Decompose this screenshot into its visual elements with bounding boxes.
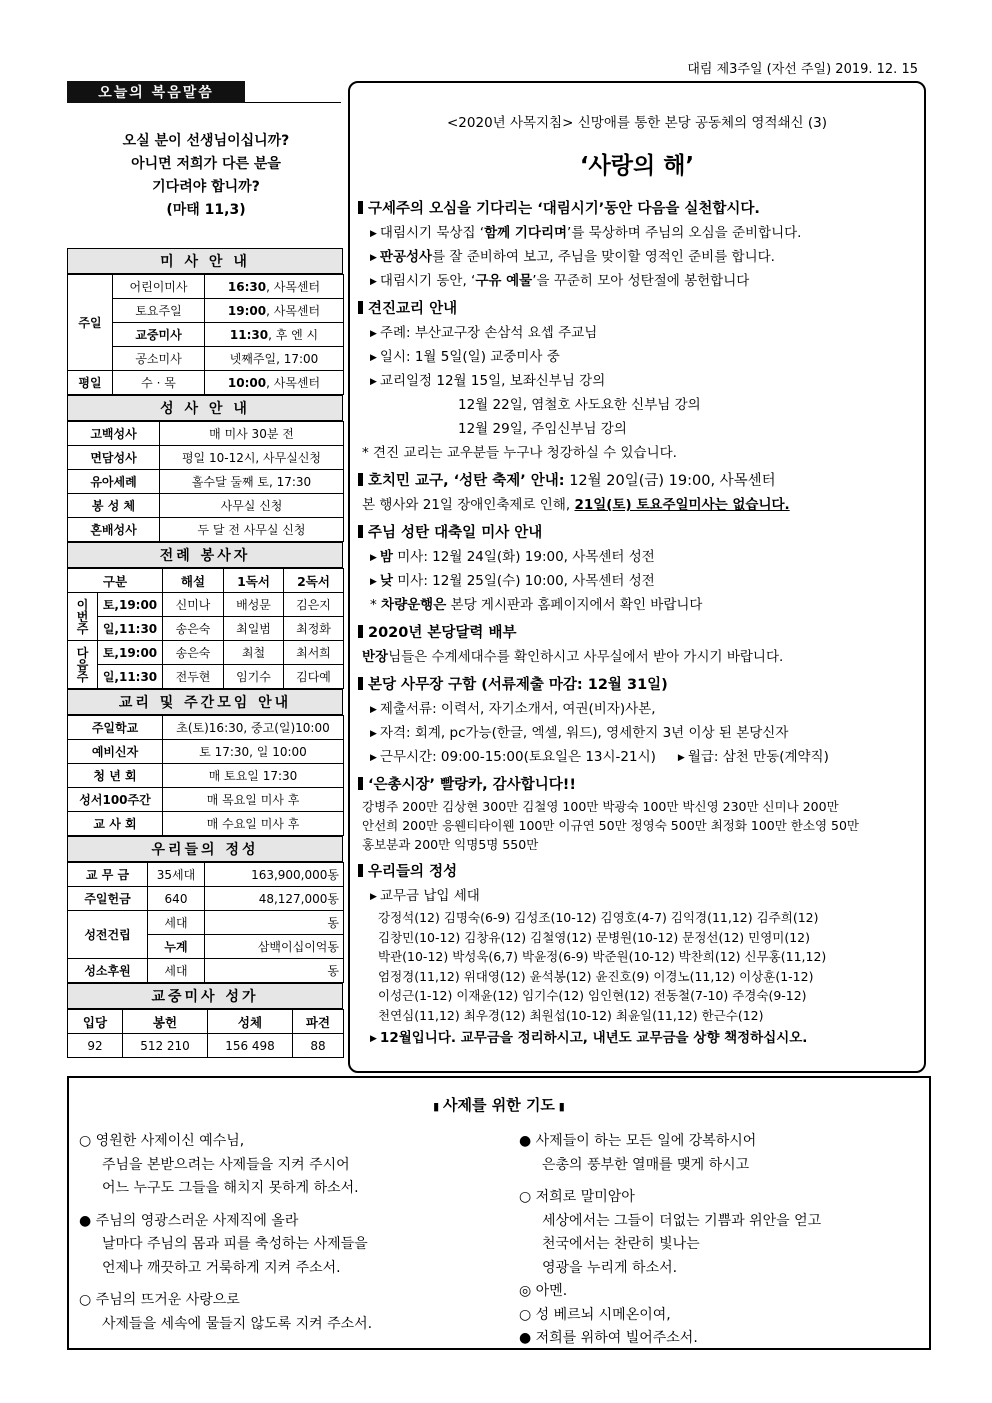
note: * 차량운행은 본당 게시판과 홈페이지에서 확인 바랍니다 xyxy=(370,597,703,613)
server-name: 배성문 xyxy=(224,593,284,617)
section-marker-icon xyxy=(358,525,363,538)
server-name: 최철 xyxy=(224,641,284,665)
meeting-name: 성서100주간 xyxy=(68,788,163,812)
offering-amount: 동 xyxy=(205,911,344,935)
table-row xyxy=(68,887,344,911)
section-heading: 구세주의 오심을 기다리는 ‘대림시기’동안 다음을 실천합시다. xyxy=(358,197,923,221)
list-item: ▶ 교무금 납입 세대 xyxy=(370,888,480,904)
sacrament-title: 성 사 안 내 xyxy=(67,395,343,421)
section-marker-icon xyxy=(358,625,363,638)
table-row xyxy=(68,959,344,983)
donor-line: 강병주 200만 김상현 300만 김철영 100만 박광숙 100만 박신영 230만 신미나 200만 xyxy=(362,799,839,814)
prayer-line: ● 주님의 영광스러운 사제직에 올라 xyxy=(79,1212,299,1229)
sunday-label: 주일 xyxy=(68,275,113,371)
section-marker-icon xyxy=(358,864,363,877)
section-heading: 호치민 교구, ‘성탄 축제’ 안내: 12월 20일(금) 19:00, 사목센터 xyxy=(358,469,923,493)
offering-table xyxy=(67,862,344,983)
section-heading: 2020년 본당달력 배부 xyxy=(358,621,923,645)
schedule-line: 12월 29일, 주임신부님 강의 xyxy=(458,421,627,437)
stat-value: 512 210 xyxy=(123,1034,208,1058)
pastoral-guideline-subtitle: <2020년 사목지침> 신망애를 통한 본당 공동체의 영적쇄신 (3) xyxy=(446,115,827,131)
dues-names-line: 엄정경(11,12) 위대영(12) 윤석봉(12) 윤진호(9) 이경노(11,12) 이상훈(1-12) xyxy=(378,968,814,984)
stat-value: 88 xyxy=(293,1034,344,1058)
mass-name: 교중미사 xyxy=(113,323,205,347)
dues-names-line: 이성근(1-12) 이재윤(12) 임기수(12) 임인현(12) 전동철(7-10) 주경숙(9-12) xyxy=(378,988,807,1004)
meeting-time: 초(토)16:30, 중고(일)10:00 xyxy=(163,716,344,740)
list-item: ▶ 판공성사를 잘 준비하여 보고, 주님을 맞이할 영적인 준비를 합니다. xyxy=(370,249,775,265)
hymn-stats-title: 교중미사 성가 xyxy=(67,983,343,1009)
catechism-table xyxy=(67,715,344,836)
meeting-name: 교 사 회 xyxy=(68,812,163,836)
sacrament-name: 유아세례 xyxy=(68,470,160,494)
triangle-bullet-icon: ▶ xyxy=(370,705,377,715)
list-item: ▶ 자격: 회계, pc가능(한글, 엑셀, 워드), 영세한지 3년 이상 된 본당신자 xyxy=(370,725,789,741)
dues-names-line: 천연심(11,12) 최우경(12) 최원섭(10-12) 최윤일(11,12) 한근수(12) xyxy=(378,1007,764,1023)
sacrament-value: 매 미사 30분 전 xyxy=(160,422,344,446)
list-item: ▶ 낮 미사: 12월 25일(수) 10:00, 사목센터 성전 xyxy=(370,573,655,589)
servers-table xyxy=(67,568,344,689)
mass-schedule-table xyxy=(67,274,344,395)
weekday-label: 평일 xyxy=(68,371,113,395)
prayer-line: ○ 저희로 말미암아 xyxy=(519,1189,635,1205)
server-name: 송은숙 xyxy=(163,641,224,665)
triangle-bullet-icon: ▶ xyxy=(370,753,377,763)
mass-time: 넷째주일, 17:00 xyxy=(205,347,344,371)
mass-time: 10:00, 사목센터 xyxy=(205,371,344,395)
list-item: ▶ 제출서류: 이력서, 자기소개서, 여권(비자)사본, xyxy=(370,701,656,717)
column-header: 입당 xyxy=(68,1010,123,1034)
table-row xyxy=(68,422,344,446)
next-week-label: 다 음 주 xyxy=(68,641,98,689)
dues-names-line: 박관(10-12) 박성욱(6,7) 박윤정(6-9) 박준원(10-12) 박찬희(12) 신무홍(11,12) xyxy=(378,949,827,965)
server-time: 토,19:00 xyxy=(98,641,163,665)
list-item: ▶ 일시: 1월 5일(일) 교중미사 중 xyxy=(370,349,560,365)
prayer-line: 어느 누구도 그들을 해치지 못하게 하소서. xyxy=(102,1180,359,1196)
meeting-name: 주일학교 xyxy=(68,716,163,740)
prayer-box xyxy=(67,1076,931,1350)
section-marker-icon xyxy=(358,677,363,690)
table-header-row xyxy=(68,569,344,593)
announcements-box xyxy=(348,81,926,1073)
column-header: 파견 xyxy=(293,1010,344,1034)
job-posting-section xyxy=(358,673,923,769)
server-name: 전두현 xyxy=(163,665,224,689)
server-time: 토,19:00 xyxy=(98,593,163,617)
triangle-bullet-icon: ▶ xyxy=(677,753,685,763)
dues-names-line: 김창민(10-12) 김창유(12) 김철영(12) 문병원(10-12) 문정선(12) 민영미(12) xyxy=(378,929,811,945)
gospel-line: 기다려야 합니까? xyxy=(152,179,260,195)
offering-name: 교 무 금 xyxy=(68,863,148,887)
prayer-line: 주님을 본받으려는 사제들을 지켜 주시어 xyxy=(102,1156,350,1173)
meeting-time: 매 목요일 미사 후 xyxy=(163,788,344,812)
hymn-stats-table xyxy=(67,1009,344,1058)
section-heading: 본당 사무장 구함 (서류제출 마감: 12월 31일) xyxy=(358,673,923,697)
table-row xyxy=(68,446,344,470)
prayer-line: ○ 성 베르뇌 시메온이여, xyxy=(519,1306,671,1323)
server-name: 최정화 xyxy=(284,617,344,641)
prayer-line: 언제나 깨끗하고 거룩하게 지켜 주소서. xyxy=(102,1259,341,1276)
donor-line: 안선희 200만 응웬티타이웬 100만 이규연 50만 정영숙 500만 최정화 100만 한소영 50만 xyxy=(362,818,859,833)
calendar-section xyxy=(358,621,923,669)
prayer-line: 은총의 풍부한 열매를 맺게 하시고 xyxy=(542,1156,750,1173)
mass-name: 수 · 목 xyxy=(113,371,205,395)
prayer-line: 날마다 주님의 몸과 피를 축성하는 사제들을 xyxy=(102,1236,368,1252)
section-heading: 우리들의 정성 xyxy=(358,860,923,884)
offering-count: 35세대 xyxy=(148,863,205,887)
paragraph: 본 행사와 21일 장애인축제로 인해, 21일(토) 토요주일미사는 없습니다. xyxy=(362,497,790,513)
donor-line: 홍보분과 200만 익명5명 550만 xyxy=(362,837,539,852)
meeting-name: 예비신자 xyxy=(68,740,163,764)
list-item: ▶ 주례: 부산교구장 손삼석 요셉 주교님 xyxy=(370,325,598,341)
prayer-right-column xyxy=(519,1130,919,1351)
mass-name: 어린이미사 xyxy=(113,275,205,299)
server-time: 일,11:30 xyxy=(98,665,163,689)
column-header: 봉헌 xyxy=(123,1010,208,1034)
prayer-amen: ◎ 아멘. xyxy=(519,1283,568,1299)
prayer-left-column xyxy=(79,1130,499,1336)
meeting-time: 토 17:30, 일 10:00 xyxy=(163,740,344,764)
server-name: 신미나 xyxy=(163,593,224,617)
triangle-bullet-icon: ▶ xyxy=(370,229,377,239)
offering-name: 성소후원 xyxy=(68,959,148,983)
sacrament-name: 면담성사 xyxy=(68,446,160,470)
column-header: 구분 xyxy=(68,569,163,593)
offering-count: 세대 xyxy=(148,911,205,935)
mass-time: 16:30, 사목센터 xyxy=(205,275,344,299)
section-marker-icon xyxy=(358,301,363,314)
prayer-line: 천국에서는 찬란히 빛나는 xyxy=(542,1236,700,1252)
section-heading: ‘은총시장’ 빨랑카, 감사합니다!! xyxy=(358,773,923,797)
list-item: ▶ 밤 미사: 12월 24일(화) 19:00, 사목센터 성전 xyxy=(370,549,655,565)
server-name: 최일범 xyxy=(224,617,284,641)
servers-title: 전례 봉사자 xyxy=(67,542,343,568)
column-header: 2독서 xyxy=(284,569,344,593)
table-row xyxy=(68,863,344,887)
prayer-line: 세상에서는 그들이 더없는 기쁨과 위안을 얻고 xyxy=(542,1212,822,1229)
sacrament-value: 평일 10-12시, 사무실신청 xyxy=(160,446,344,470)
triangle-bullet-icon: ▶ xyxy=(370,329,377,339)
offering-count: 640 xyxy=(148,887,205,911)
offering-amount: 163,900,000동 xyxy=(205,863,344,887)
left-info-column xyxy=(67,248,343,1058)
meeting-time: 매 토요일 17:30 xyxy=(163,764,344,788)
server-name: 최서희 xyxy=(284,641,344,665)
table-row xyxy=(68,740,344,764)
gospel-line: 아니면 저희가 다른 분을 xyxy=(131,156,281,172)
table-row xyxy=(68,1034,344,1058)
offering-count: 세대 xyxy=(148,959,205,983)
section-marker-icon xyxy=(358,201,363,214)
christmas-mass-section xyxy=(358,521,923,617)
server-name: 송은숙 xyxy=(163,617,224,641)
bulletin-date: 대림 제3주일 (자선 주일) 2019. 12. 15 xyxy=(687,62,918,77)
mass-time: 11:30, 후 엔 시 xyxy=(205,323,344,347)
table-row xyxy=(68,812,344,836)
prayer-line: 사제들을 세속에 물들지 않도록 지켜 주소서. xyxy=(102,1315,373,1332)
column-header: 1독서 xyxy=(224,569,284,593)
section-marker-icon xyxy=(358,473,363,486)
meeting-name: 청 년 회 xyxy=(68,764,163,788)
table-row xyxy=(68,371,344,395)
section-heading: 주님 성탄 대축일 미사 안내 xyxy=(358,521,923,545)
table-row xyxy=(68,764,344,788)
gospel-verse xyxy=(67,130,345,222)
prayer-line: ● 저희를 위하여 빌어주소서. xyxy=(519,1330,698,1346)
list-item: ▶ 12월입니다. 교무금을 정리하시고, 내년도 교무금을 상향 책정하십시오. xyxy=(370,1029,808,1046)
column-header: 성체 xyxy=(208,1010,293,1034)
table-row xyxy=(68,788,344,812)
stat-value: 92 xyxy=(68,1034,123,1058)
stat-value: 156 498 xyxy=(208,1034,293,1058)
mass-name: 토요주일 xyxy=(113,299,205,323)
meeting-time: 매 수요일 미사 후 xyxy=(163,812,344,836)
grace-market-section xyxy=(358,773,923,854)
table-row xyxy=(68,716,344,740)
mass-time: 19:00, 사목센터 xyxy=(205,299,344,323)
offering-amount: 삼백이십이억동 xyxy=(205,935,344,959)
table-row xyxy=(68,275,344,299)
triangle-bullet-icon: ▶ xyxy=(370,253,377,263)
list-item: ▶ 대림시기 묵상집 ‘함께 기다리며’를 묵상하며 주님의 오심을 준비합니다. xyxy=(370,225,802,241)
sacrament-table xyxy=(67,421,344,542)
triangle-bullet-icon: ▶ xyxy=(370,1033,377,1044)
dues-names-line: 강정석(12) 김명숙(6-9) 김성조(10-12) 김영호(4-7) 김익경(11,12) 김주희(12) xyxy=(378,910,819,925)
sacrament-value: 두 달 전 사무실 신청 xyxy=(160,518,344,542)
list-item: ▶ 교리일정 12월 15일, 보좌신부님 강의 xyxy=(370,373,606,389)
table-row xyxy=(68,665,344,689)
table-row xyxy=(68,593,344,617)
table-row xyxy=(68,617,344,641)
offering-amount: 동 xyxy=(205,959,344,983)
table-row xyxy=(68,518,344,542)
gospel-line: 오실 분이 선생님이십니까? xyxy=(122,133,290,149)
dues-section xyxy=(358,860,923,1050)
section-heading: 견진교리 안내 xyxy=(358,297,923,321)
offering-name: 주일헌금 xyxy=(68,887,148,911)
catechism-title: 교리 및 주간모임 안내 xyxy=(67,689,343,715)
sacrament-name: 봉 성 체 xyxy=(68,494,160,518)
christmas-festival-section xyxy=(358,469,923,517)
advent-section xyxy=(358,197,923,293)
announcements-content xyxy=(358,197,923,1054)
prayer-line: ● 사제들이 하는 모든 일에 강복하시어 xyxy=(519,1133,757,1149)
sacrament-value: 홀수달 둘째 토, 17:30 xyxy=(160,470,344,494)
server-name: 김은지 xyxy=(284,593,344,617)
offering-title: 우리들의 정성 xyxy=(67,836,343,862)
triangle-bullet-icon: ▶ xyxy=(370,892,377,902)
list-item: ▶ 근무시간: 09:00-15:00(토요일은 13시-21시) ▶ 월급: 삼천 만동(계약직) xyxy=(370,749,829,765)
column-header: 해설 xyxy=(163,569,224,593)
prayer-line: ○ 주님의 뜨거운 사랑으로 xyxy=(79,1292,240,1308)
triangle-bullet-icon: ▶ xyxy=(370,353,377,363)
server-time: 일,11:30 xyxy=(98,617,163,641)
table-row xyxy=(68,494,344,518)
offering-amount: 48,127,000동 xyxy=(205,887,344,911)
triangle-bullet-icon: ▶ xyxy=(370,277,377,287)
sacrament-value: 사무실 신청 xyxy=(160,494,344,518)
note: * 견진 교리는 교우분들 누구나 청강하실 수 있습니다. xyxy=(362,445,677,461)
table-row xyxy=(68,470,344,494)
offering-count: 누계 xyxy=(148,935,205,959)
table-row xyxy=(68,641,344,665)
list-item: ▶ 대림시기 동안, ‘구유 예물’을 꾸준히 모아 성탄절에 봉헌합니다 xyxy=(370,273,750,289)
sacrament-name: 혼배성사 xyxy=(68,518,160,542)
triangle-bullet-icon: ▶ xyxy=(370,729,377,739)
building-fund-label: 성전건립 xyxy=(68,911,148,959)
triangle-bullet-icon: ▶ xyxy=(370,553,377,563)
section-marker-icon xyxy=(358,777,363,790)
confirmation-section xyxy=(358,297,923,465)
gospel-title: 오늘의 복음말씀 xyxy=(67,81,245,103)
paragraph: 반장님들은 수계세대수를 확인하시고 사무실에서 받아 가시기 바랍니다. xyxy=(362,649,784,665)
schedule-line: 12월 22일, 염철호 사도요한 신부님 강의 xyxy=(458,397,701,413)
gospel-title-underline xyxy=(245,102,341,103)
triangle-bullet-icon: ▶ xyxy=(370,577,377,587)
mass-name: 공소미사 xyxy=(113,347,205,371)
mass-schedule-title: 미 사 안 내 xyxy=(67,248,343,274)
sacrament-name: 고백성사 xyxy=(68,422,160,446)
year-theme-title: ‘사랑의 해’ xyxy=(579,153,695,179)
gospel-reference: (마태 11,3) xyxy=(166,202,246,218)
prayer-line: ○ 영원한 사제이신 예수님, xyxy=(79,1133,245,1149)
server-name: 김다예 xyxy=(284,665,344,689)
table-row xyxy=(68,911,344,935)
triangle-bullet-icon: ▶ xyxy=(370,377,377,387)
prayer-line: 영광을 누리게 하소서. xyxy=(542,1259,678,1276)
this-week-label: 이 번 주 xyxy=(68,593,98,641)
table-header-row xyxy=(68,1010,344,1034)
prayer-title: ▮ 사제를 위한 기도 ▮ xyxy=(433,1096,565,1114)
server-name: 임기수 xyxy=(224,665,284,689)
